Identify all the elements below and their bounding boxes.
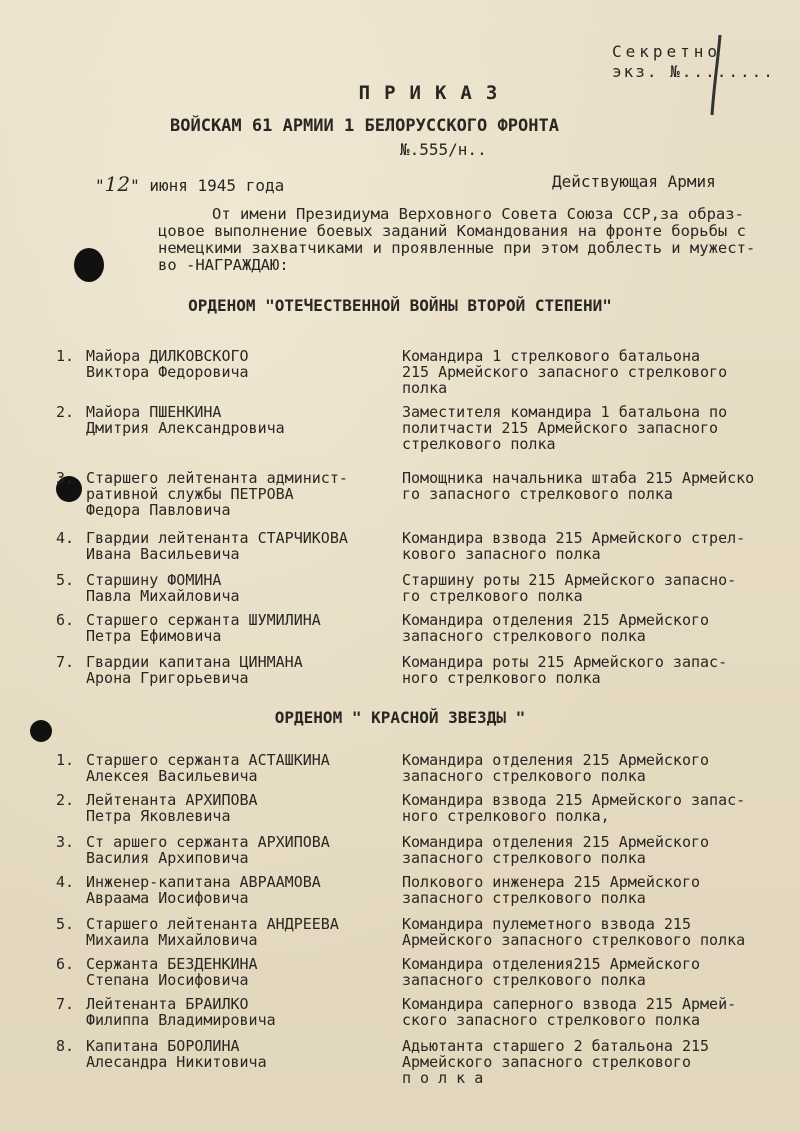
copy-number: экз. №........ [612, 62, 775, 81]
award-entry-duty: Командира отделения 215 Армейского запасного стрелкового полка [402, 751, 710, 785]
award-entry-num: 7. [56, 653, 75, 671]
army-label: Действующая Армия [552, 172, 716, 191]
award-entry-person: Инженер-капитана АВРААМОВА Авраама Иосифовича [86, 873, 321, 907]
award-entry-duty: Командира отделения 215 Армейского запасного стрелкового полка [402, 611, 710, 645]
award-entry-person: Лейтенанта БРАИЛКО Филиппа Владимировича [86, 995, 276, 1029]
award-entry-person: Гвардии капитана ЦИНМАНА Арона Григорьевича [86, 653, 303, 687]
award-entry-duty: Командира отделения 215 Армейского запасного стрелкового полка [402, 833, 710, 867]
award-entry-duty: Заместителя командира 1 батальона по политчасти 215 Армейского запасного стрелкового полка [402, 403, 728, 453]
award-entry-num: 4. [56, 873, 75, 891]
award-entry-num: 1. [56, 347, 75, 365]
date-rest: июня 1945 года [149, 176, 285, 195]
award-entry-person: Капитана БОРОЛИНА Алесандра Никитовича [86, 1037, 267, 1071]
award-entry-duty: Помощника начальника штаба 215 Армейско го запасного стрелкового полка [402, 469, 755, 503]
award-entry-person: Старшину ФОМИНА Павла Михайловича [86, 571, 240, 605]
award-entry-num: 2. [56, 791, 75, 809]
award-entry-duty: Командира саперного взвода 215 Армей- ского запасного стрелкового полка [402, 995, 737, 1029]
award-entry-person: Старшего лейтенанта админист- ративной службы ПЕТРОВА Федора Павловича [86, 469, 348, 519]
preamble-line: во -НАГРАЖДАЮ: [158, 256, 289, 274]
award-entry-person: Гвардии лейтенанта СТАРЧИКОВА Ивана Васильевича [86, 529, 348, 563]
award-entry-num: 6. [56, 611, 75, 629]
award-entry-num: 4. [56, 529, 75, 547]
award-entry-person: Сержанта БЕЗДЕНКИНА Степана Иосифовича [86, 955, 258, 989]
award-entry-person: Майора ПШЕНКИНА Дмитрия Александровича [86, 403, 285, 437]
preamble [100, 206, 790, 274]
award-entry-num: 3. [56, 833, 75, 851]
award-entry-duty: Полкового инженера 215 Армейского запасного стрелкового полка [402, 873, 701, 907]
secret-label: Секретно [612, 42, 722, 61]
award-entry-num: 5. [56, 571, 75, 589]
award-entry-duty: Командира взвода 215 Армейского запас- ного стрелкового полка, [402, 791, 746, 825]
award-entry-person: Майора ДИЛКОВСКОГО Виктора Федоровича [86, 347, 249, 381]
preamble-line: От имени Президиума Верховного Совета Союза ССР,за образ- [212, 205, 744, 223]
order-date: "12" июня 1945 года [95, 172, 285, 196]
award-entry-num: 1. [56, 751, 75, 769]
award-entry-duty: Командира 1 стрелкового батальона 215 Армейского запасного стрелкового полка [402, 347, 728, 397]
award-entry-duty: Командира отделения215 Армейского запасного стрелкового полка [402, 955, 701, 989]
preamble-line: немецкими захватчиками и проявленные при этом доблесть и мужест- [158, 239, 756, 257]
award-entry-duty: Командира взвода 215 Армейского стрел- кового запасного полка [402, 529, 746, 563]
preamble-line: цовое выполнение боевых заданий Командования на фронте борьбы с [158, 222, 746, 240]
award-entry-duty: Старшину роты 215 Армейского запасно- го стрелкового полка [402, 571, 737, 605]
award-entry-num: 2. [56, 403, 75, 421]
award-entry-duty: Командира пулеметного взвода 215 Армейского запасного стрелкового полка [402, 915, 746, 949]
award-entry-person: Старшего сержанта ШУМИЛИНА Петра Ефимовича [86, 611, 321, 645]
document-title: ПРИКАЗ [358, 82, 512, 104]
award-entry-num: 5. [56, 915, 75, 933]
award-entry-person: Старшего сержанта АСТАШКИНА Алексея Васильевича [86, 751, 330, 785]
award-entry-num: 3. [56, 469, 75, 487]
award-entry-person: Старшего лейтенанта АНДРЕЕВА Михаила Михайловича [86, 915, 339, 949]
award-entry-duty: Командира роты 215 Армейского запас- ного стрелкового полка [402, 653, 728, 687]
section-heading: ОРДЕНОМ " КРАСНОЙ ЗВЕЗДЫ " [274, 708, 526, 727]
award-entry-person: Ст аршего сержанта АРХИПОВА Василия Архиповича [86, 833, 330, 867]
award-entry-duty: Адьютанта старшего 2 батальона 215 Армейского запасного стрелкового п о л к а [402, 1037, 710, 1087]
document-subtitle: ВОЙСКАМ 61 АРМИИ 1 БЕЛОРУССКОГО ФРОНТА [170, 116, 559, 136]
award-entry-person: Лейтенанта АРХИПОВА Петра Яковлевича [86, 791, 258, 825]
order-number: №.555/н.. [400, 140, 487, 159]
date-day: 12 [104, 172, 131, 196]
award-entry-num: 7. [56, 995, 75, 1013]
award-entry-num: 8. [56, 1037, 75, 1055]
section-heading: ОРДЕНОМ "ОТЕЧЕСТВЕННОЙ ВОЙНЫ ВТОРОЙ СТЕПЕНИ" [188, 296, 612, 315]
award-entry-num: 6. [56, 955, 75, 973]
